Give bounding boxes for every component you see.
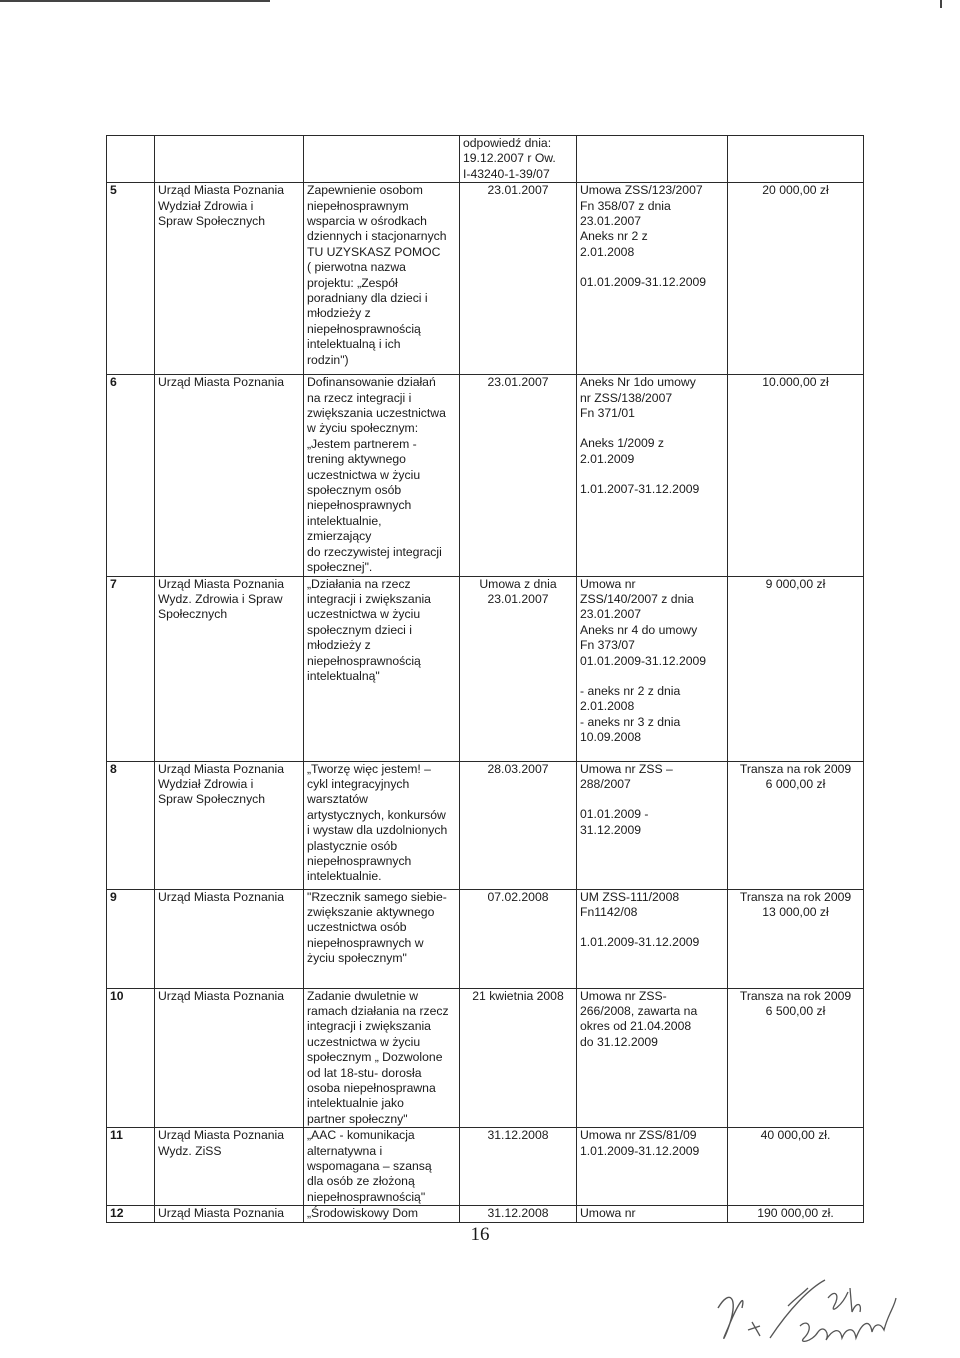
cell-date: [460, 988, 577, 1128]
cell-line: rodzin"): [307, 352, 349, 367]
cell-line: 13 000,00 zł: [762, 904, 829, 919]
cell-line: odpowiedź dnia:: [463, 136, 552, 150]
cell-line: 10.000,00 zł: [762, 375, 829, 390]
cell-line: Fn 371/01: [580, 406, 635, 421]
table-row: [107, 183, 864, 375]
cell-line: 2.01.2008: [580, 699, 635, 714]
cell-line: społecznym osób: [307, 483, 402, 498]
cell-line: intelektualnie.: [307, 869, 382, 884]
cell-line: 190 000,00 zł.: [757, 1206, 834, 1221]
cell-line: na rzecz integracji i: [307, 390, 412, 405]
cell-task: [304, 136, 460, 183]
table-row: [107, 576, 864, 761]
cell-line: „Tworzę więc jestem! –: [307, 761, 431, 776]
cell-institution: [155, 988, 304, 1128]
cell-task: [304, 761, 460, 889]
cell-line: intelektualnie,: [307, 513, 382, 528]
cell-amount: [728, 988, 864, 1128]
cell-line: Urząd Miasta Poznania: [158, 988, 284, 1003]
cell-line: Urząd Miasta Poznania: [158, 1206, 284, 1221]
cell-line: Aneks 1/2009 z: [580, 436, 665, 451]
cell-line: UM ZSS-111/2008: [580, 889, 680, 904]
cell-line: Dofinansowanie działań: [307, 375, 436, 390]
cell-line: Spraw Społecznych: [158, 792, 266, 807]
cell-task: [304, 889, 460, 988]
cell-line: TU UZYSKASZ POMOC: [307, 244, 441, 259]
cell-contract: [577, 761, 728, 889]
cell-line: 23.01.2007: [580, 214, 641, 229]
cell-line: Społecznych: [158, 607, 228, 622]
cell-line: osoba niepełnosprawna: [307, 1080, 436, 1095]
cell-line: Urząd Miasta Poznania: [158, 576, 284, 591]
cell-line: Wydz. ZiSS: [158, 1143, 222, 1158]
cell-no: 9: [107, 889, 155, 988]
cell-line: Urząd Miasta Poznania: [158, 375, 284, 390]
cell-line: nr ZSS/138/2007: [580, 390, 673, 405]
cell-line: projektu: „Zespół: [307, 275, 398, 290]
cell-date: [460, 1206, 577, 1222]
cell-line: 07.02.2008: [487, 889, 549, 904]
cell-line: 9 000,00 zł: [765, 576, 826, 591]
cell-line: Umowa z dnia: [479, 576, 557, 591]
cell-line: do 31.12.2009: [580, 1034, 658, 1049]
cell-task: [304, 576, 460, 761]
cell-contract: [577, 576, 728, 761]
cell-line: 1.01.2009-31.12.2009: [580, 1143, 700, 1158]
cell-line: Zapewnienie osobom: [307, 183, 423, 198]
cell-line: [580, 421, 724, 436]
cell-line: 01.01.2009-31.12.2009: [580, 653, 707, 668]
cell-line: 23.01.2007: [487, 591, 549, 606]
cell-line: ( pierwotna nazwa: [307, 260, 406, 275]
table-row: [107, 761, 864, 889]
cell-line: niepełnosprawnym: [307, 198, 409, 213]
cell-no: 6: [107, 375, 155, 576]
cell-contract: [577, 183, 728, 375]
cell-task: [304, 183, 460, 375]
cell-line: trening aktywnego: [307, 452, 406, 467]
cell-line: 2.01.2009: [580, 451, 635, 466]
cell-amount: [728, 576, 864, 761]
cell-line: 288/2007: [580, 776, 631, 791]
cell-line: ZSS/140/2007 z dnia: [580, 591, 694, 606]
cell-line: artystycznych, konkursów: [307, 807, 446, 822]
cell-line: - aneks nr 3 z dnia: [580, 714, 681, 729]
cell-line: „Środowiskowy Dom: [307, 1206, 419, 1221]
cell-task: [304, 1206, 460, 1222]
cell-contract: [577, 988, 728, 1128]
cell-no: 10: [107, 988, 155, 1128]
cell-line: Urząd Miasta Poznania: [158, 1128, 284, 1143]
cell-line: intelektualną i ich: [307, 337, 401, 352]
cell-task: [304, 1128, 460, 1206]
cell-line: integracji i zwiększania: [307, 591, 431, 606]
cell-line: Aneks Nr 1do umowy: [580, 375, 696, 390]
cell-line: Transza na rok 2009: [739, 889, 852, 904]
cell-line: społecznej".: [307, 560, 373, 575]
cell-line: dziennych i stacjonarnych: [307, 229, 447, 244]
cell-line: niepełnosprawnością": [307, 1189, 426, 1204]
cell-institution: [155, 1128, 304, 1206]
cell-institution: [155, 183, 304, 375]
cell-institution: [155, 1206, 304, 1222]
cell-line: niepełnosprawnych w: [307, 935, 424, 950]
cell-line: Aneks nr 2 z: [580, 229, 648, 244]
cell-line: Urząd Miasta Poznania: [158, 183, 284, 198]
cell-line: uczestnictwa w życiu: [307, 467, 421, 482]
table-row: [107, 1128, 864, 1206]
cell-line: Umowa ZSS/123/2007: [580, 183, 703, 198]
cell-no: 12: [107, 1206, 155, 1222]
cell-task: [304, 988, 460, 1128]
cell-no: 7: [107, 576, 155, 761]
cell-line: warsztatów: [307, 792, 368, 807]
cell-line: 6 000,00 zł: [765, 776, 826, 791]
table-row: [107, 1206, 864, 1222]
table-row: [107, 988, 864, 1128]
table-row: [107, 889, 864, 988]
cell-line: Transza na rok 2009: [739, 761, 852, 776]
cell-line: Umowa nr ZSS –: [580, 761, 673, 776]
cell-line: ramach działania na rzecz: [307, 1003, 449, 1018]
cell-line: młodzieży z: [307, 306, 371, 321]
cell-date: [460, 1128, 577, 1206]
cell-line: 6 500,00 zł: [765, 1003, 826, 1018]
cell-amount: [728, 375, 864, 576]
cell-line: Umowa nr: [580, 576, 636, 591]
cell-line: życiu społecznym": [307, 951, 407, 966]
cell-line: 2.01.2008: [580, 244, 635, 259]
cell-line: niepełnosprawnością: [307, 321, 421, 336]
cell-line: zwiększanie aktywnego: [307, 904, 435, 919]
cell-line: wspomagana – szansą: [307, 1158, 432, 1173]
cell-line: wsparcia w ośrodkach: [307, 214, 427, 229]
cell-line: poradniany dla dzieci i: [307, 291, 428, 306]
cell-line: 23.01.2007: [487, 183, 549, 198]
cell-line: [580, 792, 724, 807]
cell-line: integracji i zwiększania: [307, 1019, 431, 1034]
cell-line: niepełnosprawnością: [307, 653, 421, 668]
cell-amount: [728, 1128, 864, 1206]
cell-line: od lat 18-stu- dorosła: [307, 1065, 422, 1080]
cell-date: [460, 183, 577, 375]
cell-line: 31.12.2008: [487, 1206, 549, 1221]
cell-line: okres od 21.04.2008: [580, 1019, 692, 1034]
cell-line: 19.12.2007 r Ow.: [463, 151, 556, 166]
cell-line: uczestnictwa w życiu: [307, 1034, 421, 1049]
cell-line: 31.12.2009: [580, 822, 641, 837]
cell-line: - aneks nr 2 z dnia: [580, 683, 681, 698]
cell-line: 01.01.2009-31.12.2009: [580, 275, 707, 290]
cell-contract: [577, 1128, 728, 1206]
cell-line: Urząd Miasta Poznania: [158, 761, 284, 776]
cell-line: Umowa nr ZSS-: [580, 988, 667, 1003]
page-number: 16: [470, 1224, 490, 1245]
scan-top-edge-marks: [0, 0, 960, 3]
cell-line: 20 000,00 zł: [762, 183, 829, 198]
cell-task: [304, 375, 460, 576]
cell-amount: [728, 761, 864, 889]
cell-line: Urząd Miasta Poznania: [158, 889, 284, 904]
cell-line: zmierzający: [307, 529, 372, 544]
cell-line: „AAC - komunikacja: [307, 1128, 415, 1143]
cell-institution: [155, 576, 304, 761]
cell-line: społecznym dzieci i: [307, 622, 412, 637]
cell-line: dla osób ze złożoną: [307, 1174, 415, 1189]
cell-date: [460, 576, 577, 761]
cell-line: 266/2008, zawarta na: [580, 1003, 698, 1018]
cell-line: partner społeczny": [307, 1111, 408, 1126]
cell-line: niepełnosprawnych: [307, 498, 412, 513]
cell-line: 21 kwietnia 2008: [472, 988, 564, 1003]
cell-no: [107, 136, 155, 183]
cell-institution: [155, 761, 304, 889]
cell-line: Transza na rok 2009: [739, 988, 852, 1003]
cell-line: 10.09.2008: [580, 730, 641, 745]
cell-line: intelektualną": [307, 668, 380, 683]
cell-no: 5: [107, 183, 155, 375]
cell-line: 1.01.2007-31.12.2009: [580, 482, 700, 497]
cell-line: Fn1142/08: [580, 904, 638, 919]
cell-line: Fn 358/07 z dnia: [580, 198, 671, 213]
cell-amount: [728, 889, 864, 988]
cell-no: 11: [107, 1128, 155, 1206]
cell-line: zwiększania uczestnictwa: [307, 406, 446, 421]
table-row: [107, 375, 864, 576]
cell-line: plastycznie osób: [307, 838, 398, 853]
cell-line: uczestnictwa w życiu: [307, 607, 421, 622]
cell-line: uczestnictwa osób: [307, 920, 407, 935]
cell-contract: [577, 375, 728, 576]
cell-no: 8: [107, 761, 155, 889]
cell-amount: [728, 183, 864, 375]
cell-institution: [155, 375, 304, 576]
cell-line: i wystaw dla uzdolnionych: [307, 823, 448, 838]
cell-line: Wydział Zdrowia i: [158, 776, 254, 791]
cell-amount: [728, 1206, 864, 1222]
cell-line: w życiu społecznym:: [307, 421, 419, 436]
cell-line: niepełnosprawnych: [307, 853, 412, 868]
cell-date: [460, 375, 577, 576]
project-table: [106, 135, 864, 1223]
cell-line: społecznym „ Dozwolone: [307, 1050, 443, 1065]
cell-line: do rzeczywistej integracji: [307, 544, 442, 559]
cell-contract: [577, 136, 728, 183]
cell-contract: [577, 889, 728, 988]
cell-line: Zadanie dwuletnie w: [307, 988, 419, 1003]
cell-amount: [728, 136, 864, 183]
handwritten-signature: [690, 1268, 940, 1358]
cell-line: cykl integracyjnych: [307, 776, 410, 791]
cell-line: [580, 260, 724, 275]
cell-line: 1.01.2009-31.12.2009: [580, 935, 700, 950]
cell-line: 23.01.2007: [487, 375, 549, 390]
cell-line: alternatywna i: [307, 1143, 383, 1158]
cell-line: 23.01.2007: [580, 607, 641, 622]
cell-line: [580, 467, 724, 482]
cell-line: Aneks nr 4 do umowy: [580, 622, 698, 637]
cell-line: intelektualnie jako: [307, 1096, 404, 1111]
cell-line: „Jestem partnerem -: [307, 436, 417, 451]
cell-line: [580, 669, 724, 684]
cell-line: 28.03.2007: [487, 761, 549, 776]
cell-line: Wydział Zdrowia i: [158, 198, 254, 213]
cell-line: 01.01.2009 -: [580, 807, 649, 822]
cell-line: młodzieży z: [307, 638, 371, 653]
cell-line: Umowa nr ZSS/81/09: [580, 1128, 697, 1143]
cell-line: I-43240-1-39/07: [463, 166, 550, 181]
cell-line: 31.12.2008: [487, 1128, 549, 1143]
cell-line: Wydz. Zdrowia i Spraw: [158, 591, 283, 606]
cell-date: [460, 889, 577, 988]
cell-line: Umowa nr: [580, 1206, 636, 1221]
table-row-header: [107, 136, 864, 183]
cell-line: 40 000,00 zł.: [760, 1128, 831, 1143]
cell-date: [460, 761, 577, 889]
cell-contract: [577, 1206, 728, 1222]
cell-line: "Rzecznik samego siebie-: [307, 889, 447, 904]
cell-line: [580, 920, 724, 935]
cell-response-date: [460, 136, 577, 183]
cell-line: „Działania na rzecz: [307, 576, 411, 591]
cell-institution: [155, 136, 304, 183]
cell-institution: [155, 889, 304, 988]
cell-line: Fn 373/07: [580, 638, 635, 653]
cell-line: Spraw Społecznych: [158, 214, 266, 229]
